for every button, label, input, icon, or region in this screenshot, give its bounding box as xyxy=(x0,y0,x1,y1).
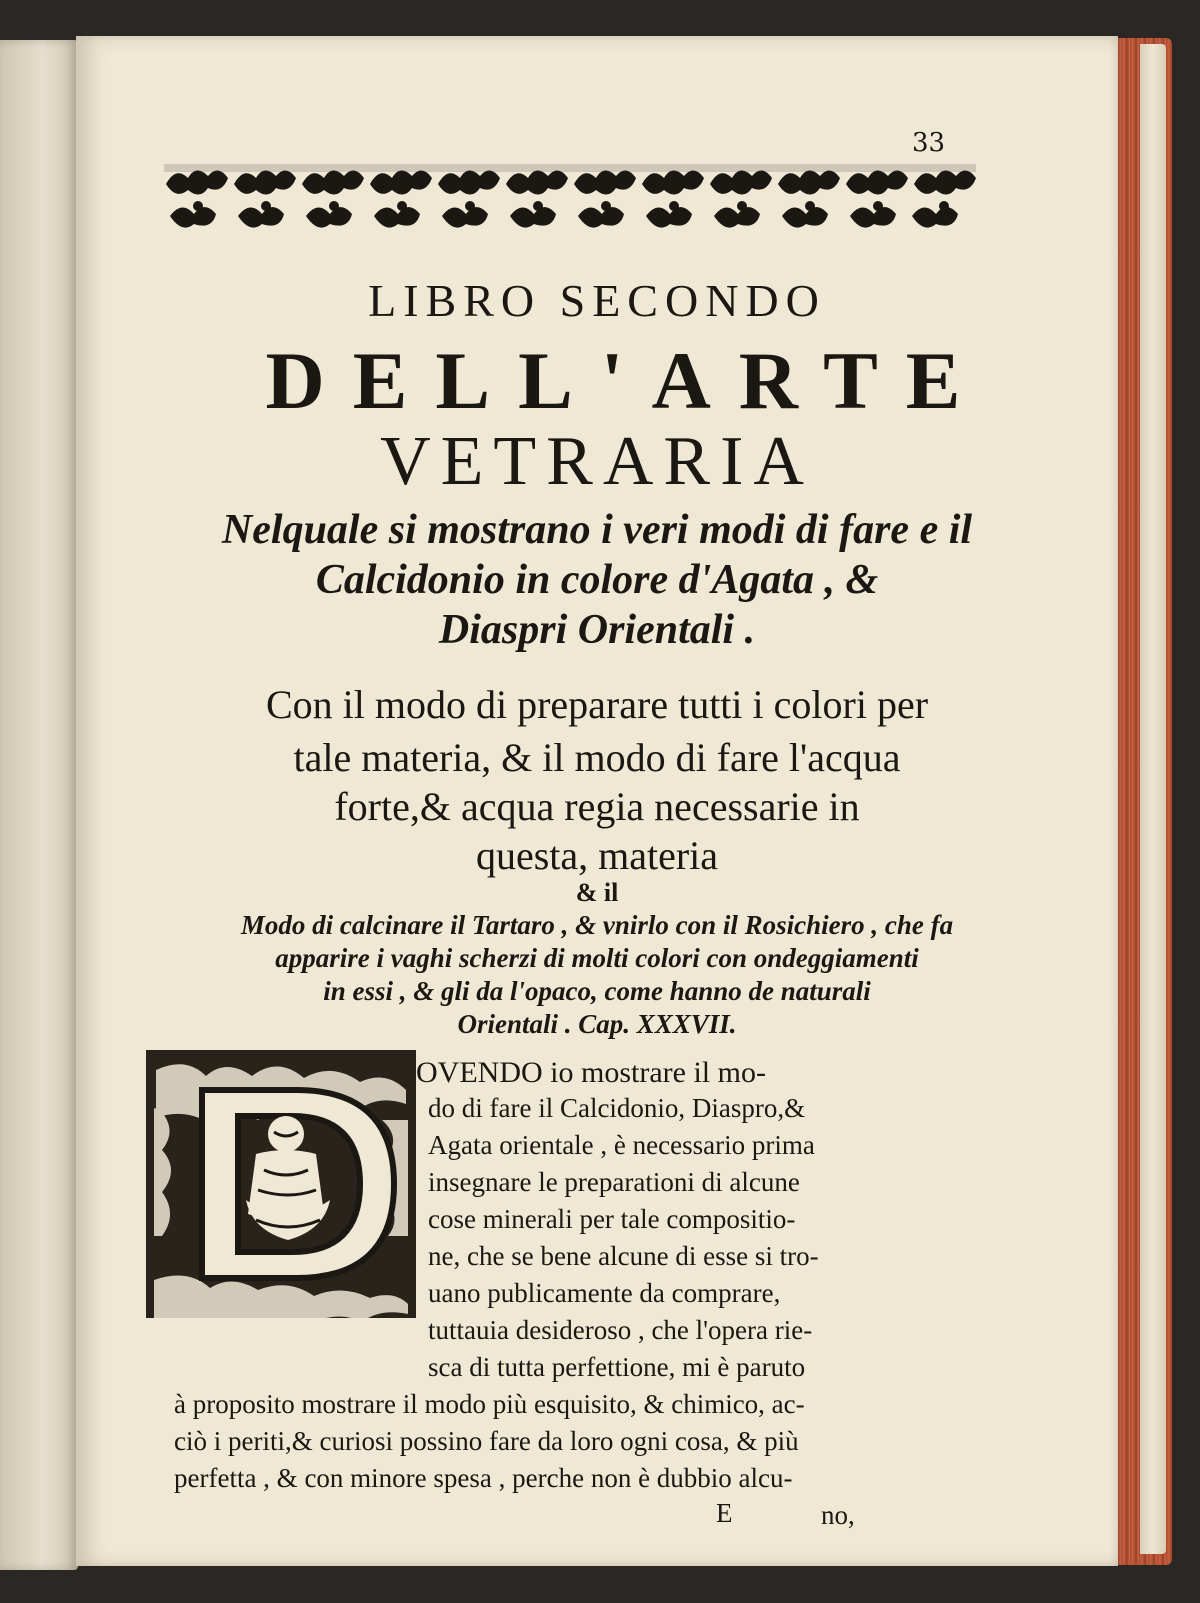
body-text-line: ne, che se bene alcune di esse si tro- xyxy=(428,1241,819,1271)
description-line: & il xyxy=(575,878,619,907)
body-text-line: ciò i periti,& curiosi possino fare da loro ogni cosa, & più xyxy=(174,1426,799,1456)
red-fore-edge xyxy=(1112,38,1172,1565)
title-line-3: VETRARIA xyxy=(380,423,814,500)
woodcut-ornament-icon xyxy=(164,154,976,252)
chapter-heading-line: apparire i vaghi scherzi di molti colori con ondeggiamenti xyxy=(275,943,919,973)
description-line: questa, materia xyxy=(475,833,719,878)
body-text-line: à proposito mostrare il modo più esquisito, & chimico, ac- xyxy=(174,1389,805,1419)
body-text-line: cose minerali per tale compositio- xyxy=(428,1204,796,1234)
body-text-line: do di fare il Calcidonio, Diaspro,& xyxy=(428,1093,806,1123)
body-text-line: perfetta , & con minore spesa , perche non è dubbio alcu- xyxy=(174,1463,793,1493)
book-page xyxy=(76,36,1118,1566)
description-line: forte,& acqua regia necessarie in xyxy=(334,784,860,829)
body-text-line: uano publicamente da comprare, xyxy=(428,1278,781,1308)
left-page-edge xyxy=(0,40,78,1570)
description-line: Con il modo di preparare tutti i colori per xyxy=(265,682,929,727)
signature-mark: E xyxy=(716,1498,733,1528)
chapter-heading-line: in essi , & gli da l'opaco, come hanno de naturali xyxy=(323,976,871,1006)
chapter-heading-line: Modo di calcinare il Tartaro , & vnirlo con il Rosichiero , che fa xyxy=(240,910,954,940)
subtitle-line: Diaspri Orientali . xyxy=(438,607,756,653)
page-block-edge xyxy=(1140,44,1166,1554)
body-text-line: sca di tutta perfettione, mi è paruto xyxy=(428,1352,806,1382)
body-text-line: tuttauia desideroso , che l'opera rie- xyxy=(428,1315,813,1345)
catchword: no, xyxy=(821,1500,855,1530)
body-text-line: OVENDO io mostrare il mo- xyxy=(416,1056,766,1089)
body-text-line: insegnare le preparationi di alcune xyxy=(428,1167,800,1197)
body-text-line: Agata orientale , è necessario prima xyxy=(428,1130,815,1160)
page-number: 33 xyxy=(912,128,946,158)
decorated-initial-icon xyxy=(146,1050,416,1318)
title-line-2: DELL'ARTE xyxy=(265,335,989,426)
title-line-1: LIBRO SECONDO xyxy=(368,275,826,326)
chapter-heading-line: Orientali . Cap. XXXVII. xyxy=(457,1009,737,1039)
description-line: tale materia, & il modo di fare l'acqua xyxy=(293,735,901,780)
subtitle-line: Nelquale si mostrano i veri modi di fare e il xyxy=(221,507,973,553)
subtitle-line: Calcidonio in colore d'Agata , & xyxy=(315,557,879,603)
